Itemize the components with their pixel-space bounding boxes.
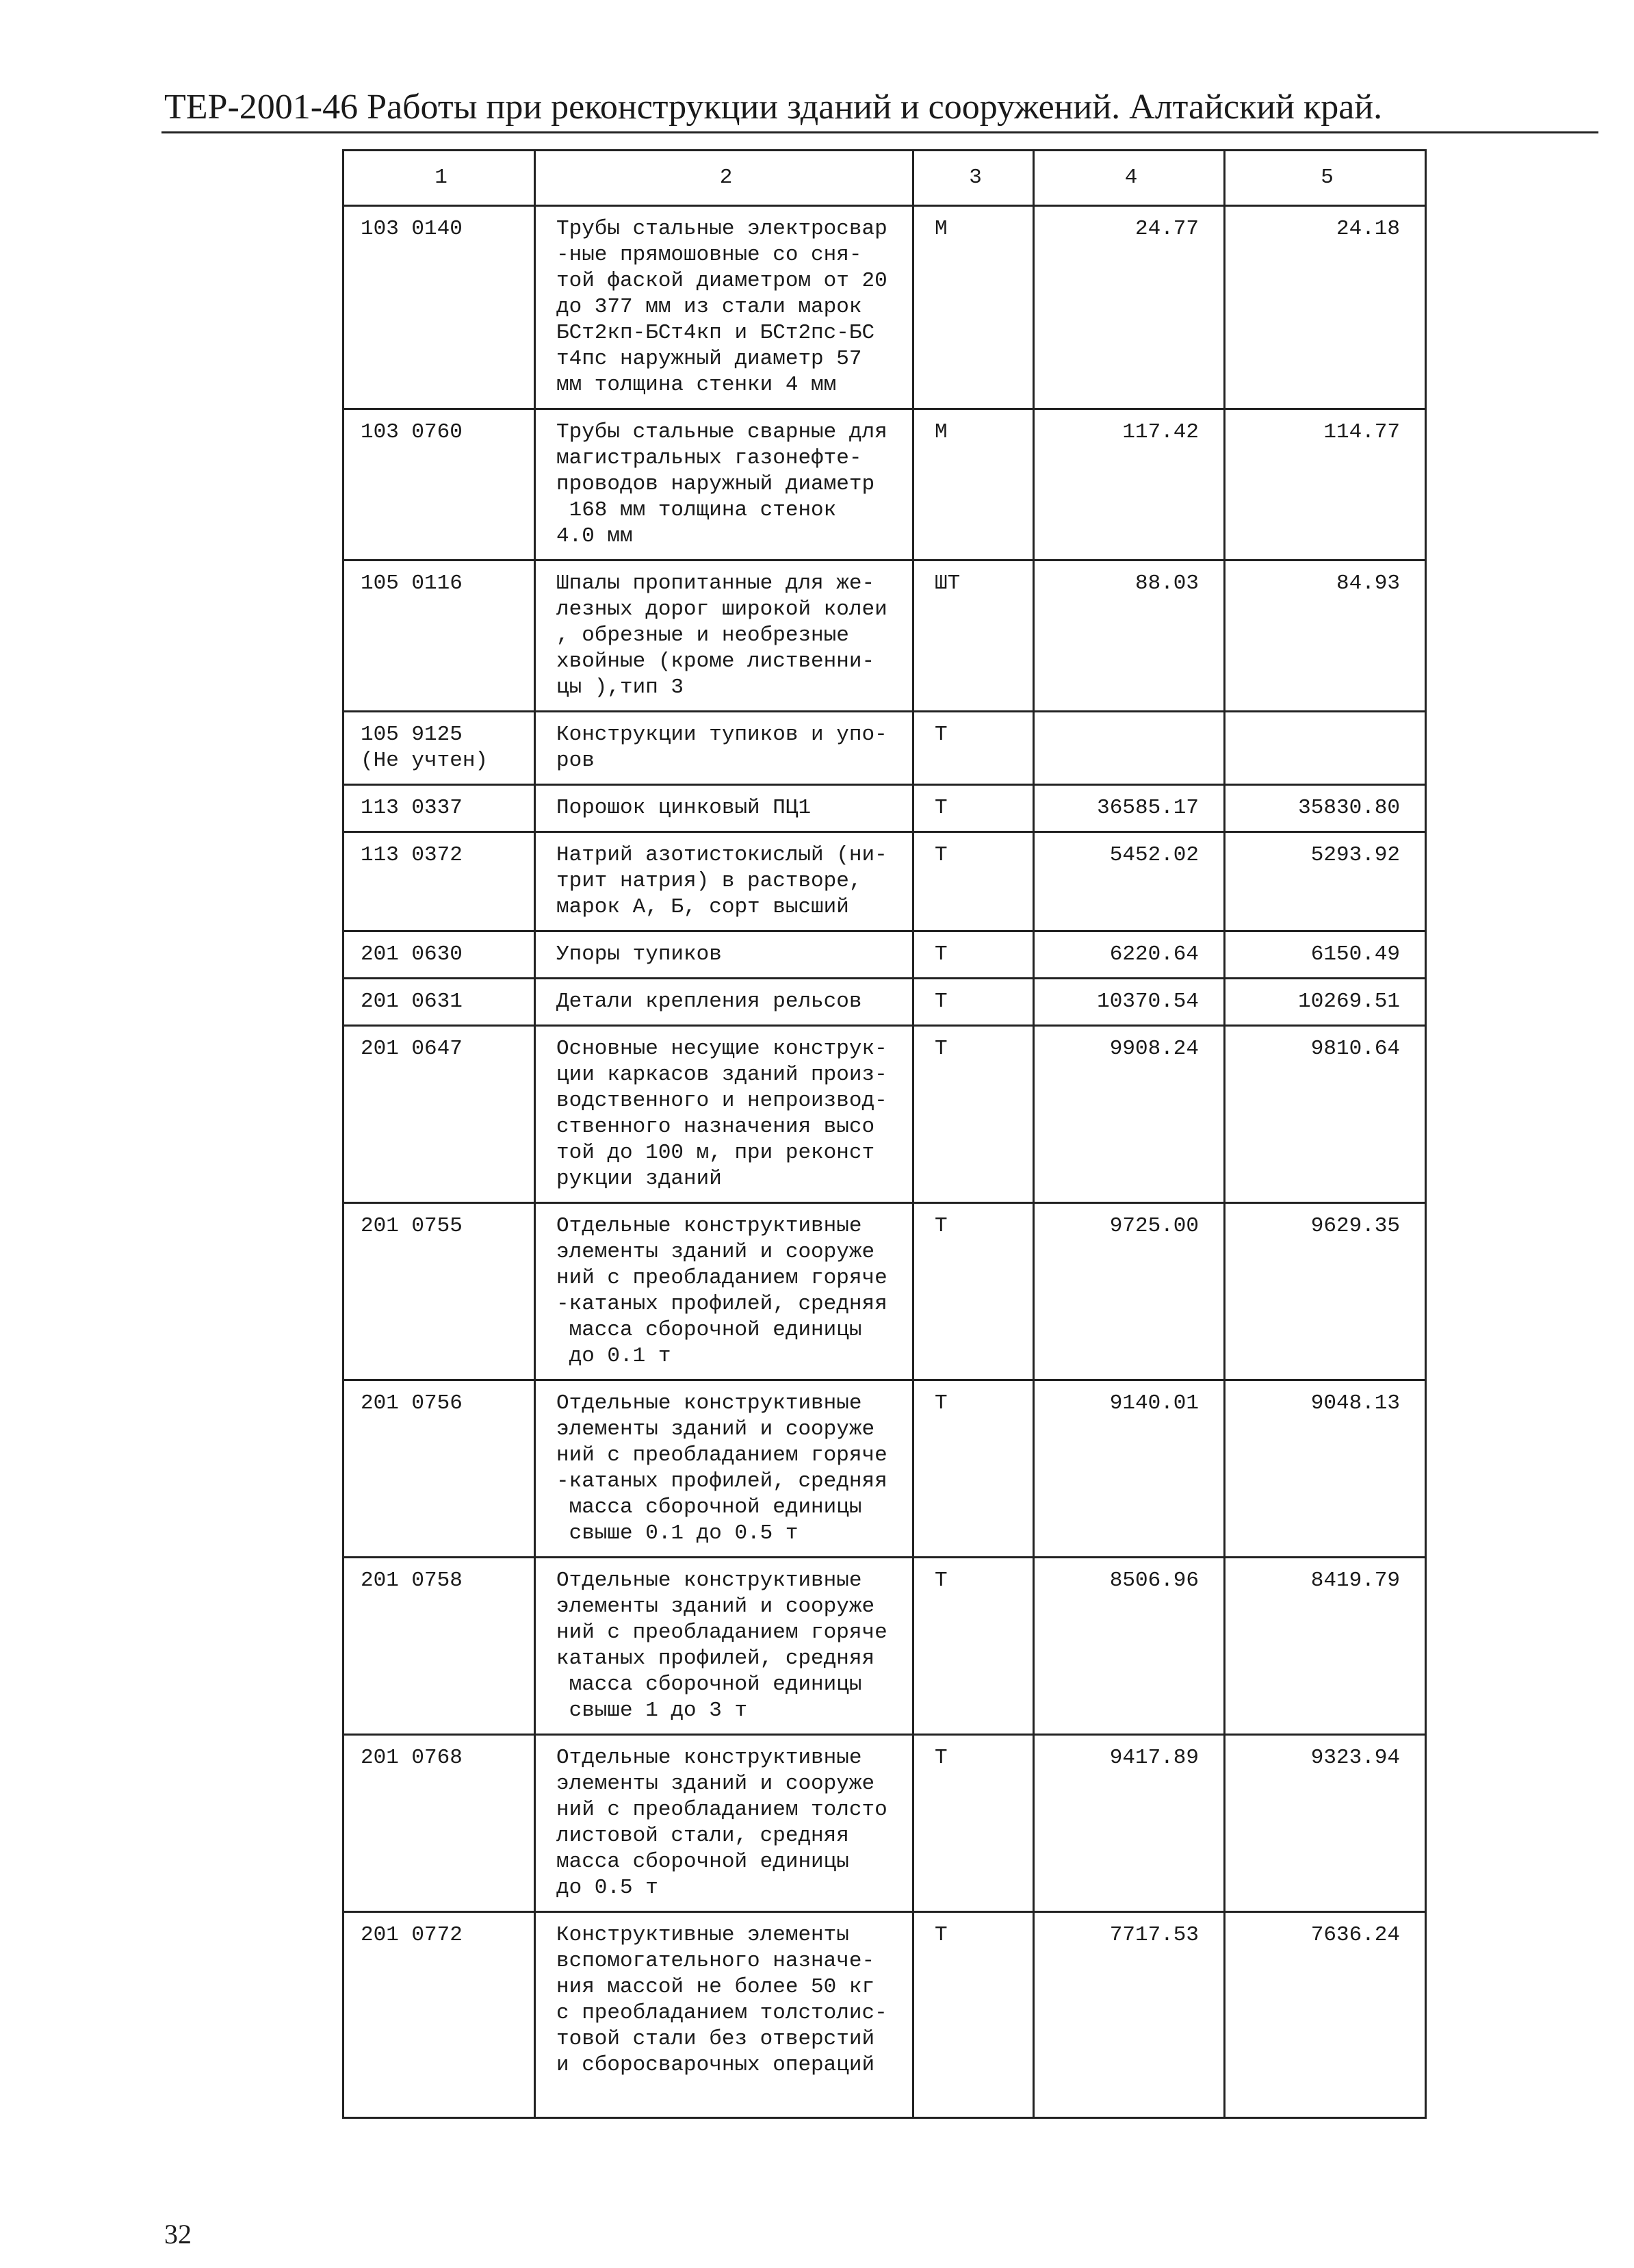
price-column-5-cell: 5293.92 [1225,832,1426,931]
price-column-4-cell: 9417.89 [1034,1735,1225,1912]
price-column-5-cell: 35830.80 [1225,785,1426,832]
material-code-cell: 105 9125 (Не учтен) [343,712,535,785]
table-row [343,560,1426,712]
material-code-cell: 201 0768 [343,1735,535,1912]
material-code-cell: 105 0116 [343,560,535,712]
price-column-5-cell [1225,712,1426,785]
price-column-4-cell: 7717.53 [1034,1912,1225,2118]
material-name-cell: Натрий азотистокислый (ни- трит натрия) в растворе, марок А, Б, сорт высший [535,832,913,931]
unit-cell: М [913,206,1034,409]
table-row [343,1380,1426,1558]
column-header-3: 3 [913,151,1034,206]
unit-cell: Т [913,712,1034,785]
table-row [343,1026,1426,1203]
table-row [343,1735,1426,1912]
price-column-4-cell: 9908.24 [1034,1026,1225,1203]
price-column-4-cell: 5452.02 [1034,832,1225,931]
material-code-cell: 201 0772 [343,1912,535,2118]
price-column-5-cell: 8419.79 [1225,1558,1426,1735]
material-code-cell: 201 0631 [343,979,535,1026]
table-row [343,785,1426,832]
table-row [343,409,1426,560]
table-row [343,931,1426,979]
unit-cell: Т [913,1735,1034,1912]
unit-cell: Т [913,1026,1034,1203]
price-column-4-cell: 117.42 [1034,409,1225,560]
material-code-cell: 113 0372 [343,832,535,931]
price-column-4-cell: 9725.00 [1034,1203,1225,1380]
material-code-cell: 103 0760 [343,409,535,560]
unit-cell: Т [913,1380,1034,1558]
price-table [342,149,1427,2119]
unit-cell: М [913,409,1034,560]
material-name-cell: Детали крепления рельсов [535,979,913,1026]
price-column-4-cell: 88.03 [1034,560,1225,712]
material-name-cell: Основные несущие конструк- ции каркасов зданий произ- водственного и непроизвод- ственного назначения высо той до 100 м, при реконст рукции зданий [535,1026,913,1203]
table-row [343,832,1426,931]
table-row [343,979,1426,1026]
unit-cell: Т [913,1203,1034,1380]
material-code-cell: 201 0758 [343,1558,535,1735]
price-column-4-cell: 36585.17 [1034,785,1225,832]
unit-cell: Т [913,1558,1034,1735]
material-name-cell: Отдельные конструктивные элементы зданий и сооруже ний с преобладанием горяче -катаных профилей, средняя масса сборочной единицы до 0.1 т [535,1203,913,1380]
price-column-5-cell: 9048.13 [1225,1380,1426,1558]
material-name-cell: Отдельные конструктивные элементы зданий и сооруже ний с преобладанием толсто листовой стали, средняя масса сборочной единицы до 0.5 т [535,1735,913,1912]
table-row [343,206,1426,409]
table-row [343,1203,1426,1380]
price-column-5-cell: 10269.51 [1225,979,1426,1026]
unit-cell: Т [913,931,1034,979]
page-header-title: ТЕР-2001-46 Работы при реконструкции зданий и сооружений. Алтайский край. [164,88,1383,127]
material-name-cell: Порошок цинковый ПЦ1 [535,785,913,832]
price-column-4-cell: 8506.96 [1034,1558,1225,1735]
material-name-cell: Трубы стальные сварные для магистральных газонефте- проводов наружный диаметр 168 мм толщина стенок 4.0 мм [535,409,913,560]
price-column-4-cell: 9140.01 [1034,1380,1225,1558]
material-name-cell: Упоры тупиков [535,931,913,979]
material-name-cell: Конструкции тупиков и упо- ров [535,712,913,785]
material-name-cell: Конструктивные элементы вспомогательного назначе- ния массой не более 50 кг с преобладанием толстолис- товой стали без отверстий и сборосварочных операций [535,1912,913,2118]
price-column-5-cell: 9629.35 [1225,1203,1426,1380]
material-name-cell: Отдельные конструктивные элементы зданий и сооруже ний с преобладанием горяче -катаных профилей, средняя масса сборочной единицы свыше 0.1 до 0.5 т [535,1380,913,1558]
material-code-cell: 201 0756 [343,1380,535,1558]
column-header-4: 4 [1034,151,1225,206]
price-column-4-cell: 6220.64 [1034,931,1225,979]
material-name-cell: Шпалы пропитанные для же- лезных дорог широкой колеи , обрезные и необрезные хвойные (кроме лиственни- цы ),тип 3 [535,560,913,712]
price-column-5-cell: 24.18 [1225,206,1426,409]
price-column-5-cell: 114.77 [1225,409,1426,560]
price-column-4-cell: 24.77 [1034,206,1225,409]
header-divider [161,131,1598,133]
material-name-cell: Отдельные конструктивные элементы зданий и сооруже ний с преобладанием горяче катаных профилей, средняя масса сборочной единицы свыше 1 до 3 т [535,1558,913,1735]
table-body [343,206,1426,2118]
column-header-1: 1 [343,151,535,206]
column-header-2: 2 [535,151,913,206]
price-column-4-cell: 10370.54 [1034,979,1225,1026]
table-row [343,1912,1426,2118]
material-name-cell: Трубы стальные электросвар -ные прямошовные со сня- той фаской диаметром от 20 до 377 мм из стали марок БСт2кп-БСт4кп и БСт2пс-БС т4пс наружный диаметр 57 мм толщина стенки 4 мм [535,206,913,409]
price-column-5-cell: 9323.94 [1225,1735,1426,1912]
material-code-cell: 201 0630 [343,931,535,979]
price-column-5-cell: 9810.64 [1225,1026,1426,1203]
price-column-4-cell [1034,712,1225,785]
table-row [343,712,1426,785]
material-code-cell: 201 0755 [343,1203,535,1380]
table-row [343,1558,1426,1735]
material-code-cell: 113 0337 [343,785,535,832]
material-code-cell: 103 0140 [343,206,535,409]
unit-cell: ШТ [913,560,1034,712]
price-column-5-cell: 84.93 [1225,560,1426,712]
unit-cell: Т [913,1912,1034,2118]
column-number-row [343,151,1426,206]
price-column-5-cell: 7636.24 [1225,1912,1426,2118]
price-column-5-cell: 6150.49 [1225,931,1426,979]
material-code-cell: 201 0647 [343,1026,535,1203]
column-header-5: 5 [1225,151,1426,206]
unit-cell: Т [913,785,1034,832]
unit-cell: Т [913,832,1034,931]
page-number: 32 [164,2219,192,2250]
unit-cell: Т [913,979,1034,1026]
